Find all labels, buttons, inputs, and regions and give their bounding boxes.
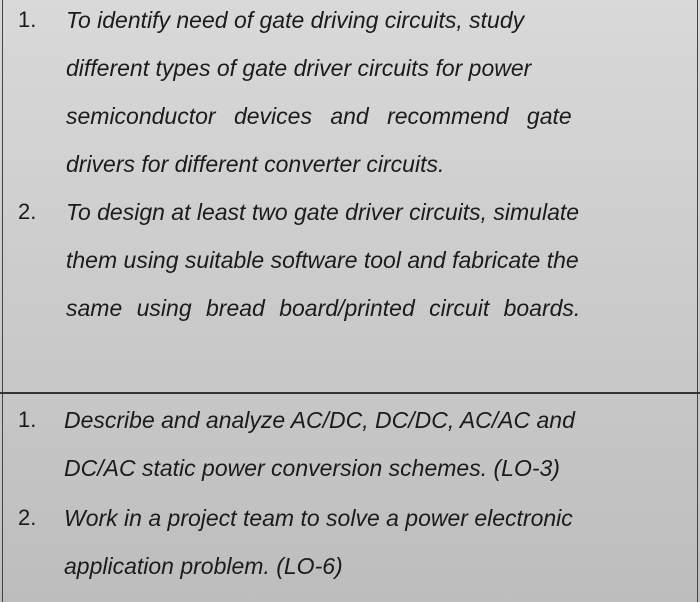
objective-text xyxy=(66,188,690,332)
table-left-border xyxy=(2,0,3,602)
text-line: To design at least two gate driver circuits, simulate xyxy=(66,199,580,225)
table-right-border xyxy=(697,0,698,602)
outcome-text xyxy=(64,396,688,492)
text-line: application problem. (LO-6) xyxy=(64,553,343,579)
text-line: Work in a project team to solve a power electronic xyxy=(64,505,573,531)
text-line: different types of gate driver circuits for power xyxy=(66,55,532,81)
text-line: semiconductor devices and recommend gate xyxy=(66,103,572,129)
text-line: them using suitable software tool and fabricate the xyxy=(66,247,579,273)
text-line: To identify need of gate driving circuits, study xyxy=(66,7,525,33)
text-line: same using bread board/printed circuit boards. xyxy=(66,295,581,321)
text-line: DC/AC static power conversion schemes. (LO-3) xyxy=(64,455,560,481)
objective-number: 2. xyxy=(18,199,37,224)
outcome-number: 2. xyxy=(18,505,37,530)
text-line: drivers for different converter circuits. xyxy=(66,151,445,177)
objective-number: 1. xyxy=(18,7,37,32)
outcome-text xyxy=(64,494,688,590)
section-divider xyxy=(0,392,700,394)
text-line: Describe and analyze AC/DC, DC/DC, AC/AC and xyxy=(64,407,575,433)
objective-text xyxy=(66,0,690,188)
outcome-number: 1. xyxy=(18,407,37,432)
